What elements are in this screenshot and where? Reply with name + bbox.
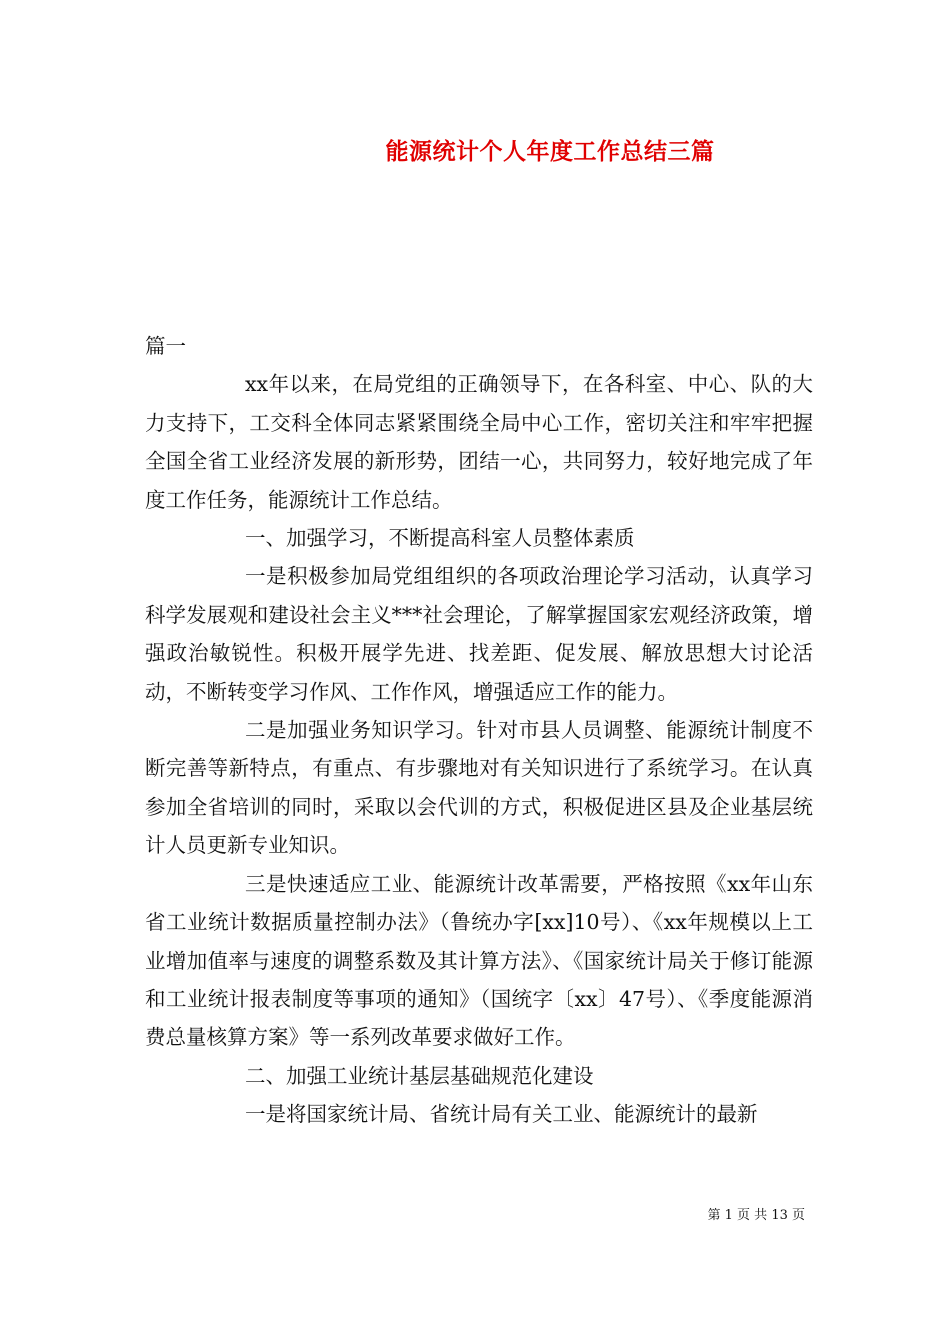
section-heading-2: 二、加强工业统计基层基础规范化建设 <box>245 1063 594 1088</box>
section-label: 篇一 <box>145 334 186 358</box>
page-number-footer: 第 1 页 共 13 页 <box>707 1208 805 1223</box>
paragraph-study-1: 一是积极参加局党组组织的各项政治理论学习活动，认真学习科学发展观和建设社会主义***社会理论，了解掌握国家宏观经济政策，增强政治敏锐性。积极开展学先进、找差距、促发展、解放思想大讨论活动，不断转变学习作风、工作作风，增强适应工作的能力。 <box>145 564 813 704</box>
paragraph-intro: xx年以来，在局党组的正确领导下，在各科室、中心、队的大力支持下，工交科全体同志紧紧围绕全局中心工作，密切关注和牢牢把握全国全省工业经济发展的新形势，团结一心，共同努力，较好地完成了年度工作任务，能源统计工作总结。 <box>145 372 813 512</box>
paragraph-study-3: 三是快速适应工业、能源统计改革需要，严格按照《xx年山东省工业统计数据质量控制办法》（鲁统办字[xx]10号）、《xx年规模以上工业增加值率与速度的调整系数及其计算方法》、《国家统计局关于修订能源和工业统计报表制度等事项的通知》（国统字〔xx〕47号）、《季度能源消费总量核算方案》等一系列改革要求做好工作。 <box>145 871 813 1050</box>
section-heading-1: 一、加强学习，不断提高科室人员整体素质 <box>245 526 635 551</box>
paragraph-study-2: 二是加强业务知识学习。针对市县人员调整、能源统计制度不断完善等新特点，有重点、有步骤地对有关知识进行了系统学习。在认真参加全省培训的同时，采取以会代训的方式，积极促进区县及企业基层统计人员更新专业知识。 <box>145 718 813 858</box>
document-title: 能源统计个人年度工作总结三篇 <box>385 138 715 165</box>
paragraph-standardization-1: 一是将国家统计局、省统计局有关工业、能源统计的最新 <box>245 1102 758 1127</box>
document-body <box>145 327 813 1134</box>
